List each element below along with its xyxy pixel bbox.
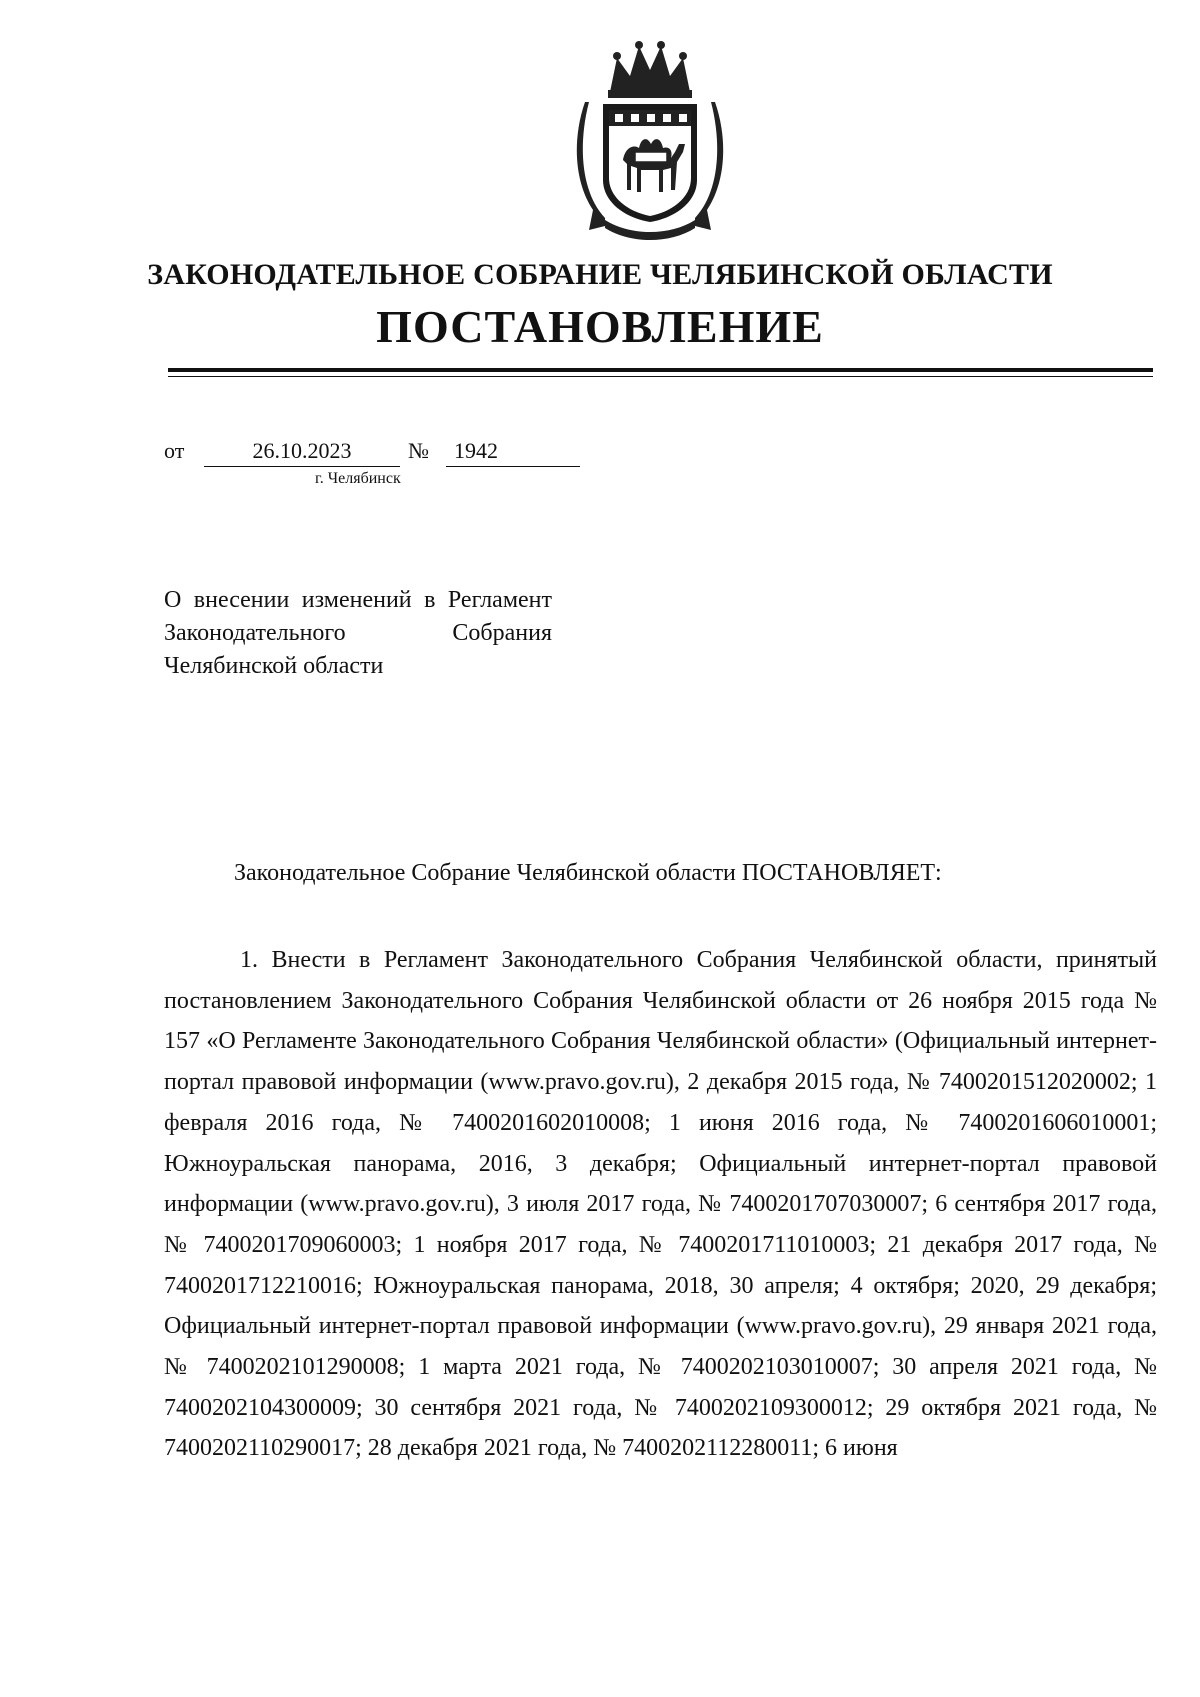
document-number: 1942 xyxy=(446,438,580,467)
date-label: от xyxy=(164,438,185,463)
paragraph-1: 1. Внести в Регламент Законодательного Собрания Челябинской области, принятый постановлением Законодательного Собрания Челябинской области от 26 ноября 2015 года № 157 «О Регламенте Законодательного Собрания Челябинской области» (Официальный интернет-портал правовой информации (www.pravo.gov.ru), 2 декабря 2015 года, № 7400201512020002; 1 февраля 2016 года, № 7400201602010008; 1 июня 2016 года, № 7400201606010001; Южноуральская панорама, 2016, 3 декабря; Официальный интернет-портал правовой информации (www.pravo.gov.ru), 3 июля 2017 года, № 7400201707030007; 6 сентября 2017 года, № 7400201709060003; 1 ноября 2017 года, № 7400201711010003; 21 декабря 2017 года, № 7400201712210016; Южноуральская панорама, 2018, 30 апреля; 4 октября; 2020, 29 декабря; Официальный интернет-портал правовой информации (www.pravo.gov.ru), 29 января 2021 года, № 7400202101290008; 1 марта 2021 года, № 7400202103010007; 30 апреля 2021 года, № 7400202104300009; 30 сентября 2021 года, № 7400202109300012; 29 октября 2021 года, № 7400202110290017; 28 декабря 2021 года, № 7400202112280011; 6 июня xyxy=(164,947,1157,1462)
issue-city: г. Челябинск xyxy=(315,470,401,487)
document-date: 26.10.2023 xyxy=(204,438,400,467)
enactment-clause: Законодательное Собрание Челябинской области ПОСТАНОВЛЯЕТ: xyxy=(234,860,942,886)
number-label: № xyxy=(408,438,429,463)
organization-title: ЗАКОНОДАТЕЛЬНОЕ СОБРАНИЕ ЧЕЛЯБИНСКОЙ ОБЛАСТИ xyxy=(147,258,1053,291)
chelyabinsk-coat-of-arms-icon xyxy=(575,40,725,240)
document-type-heading: ПОСТАНОВЛЕНИЕ xyxy=(376,301,824,352)
header-divider-thick xyxy=(168,368,1153,372)
header-divider-thin xyxy=(168,376,1153,377)
document-subject: О внесении изменений в Регламент Законодательного Собрания Челябинской области xyxy=(164,587,552,679)
